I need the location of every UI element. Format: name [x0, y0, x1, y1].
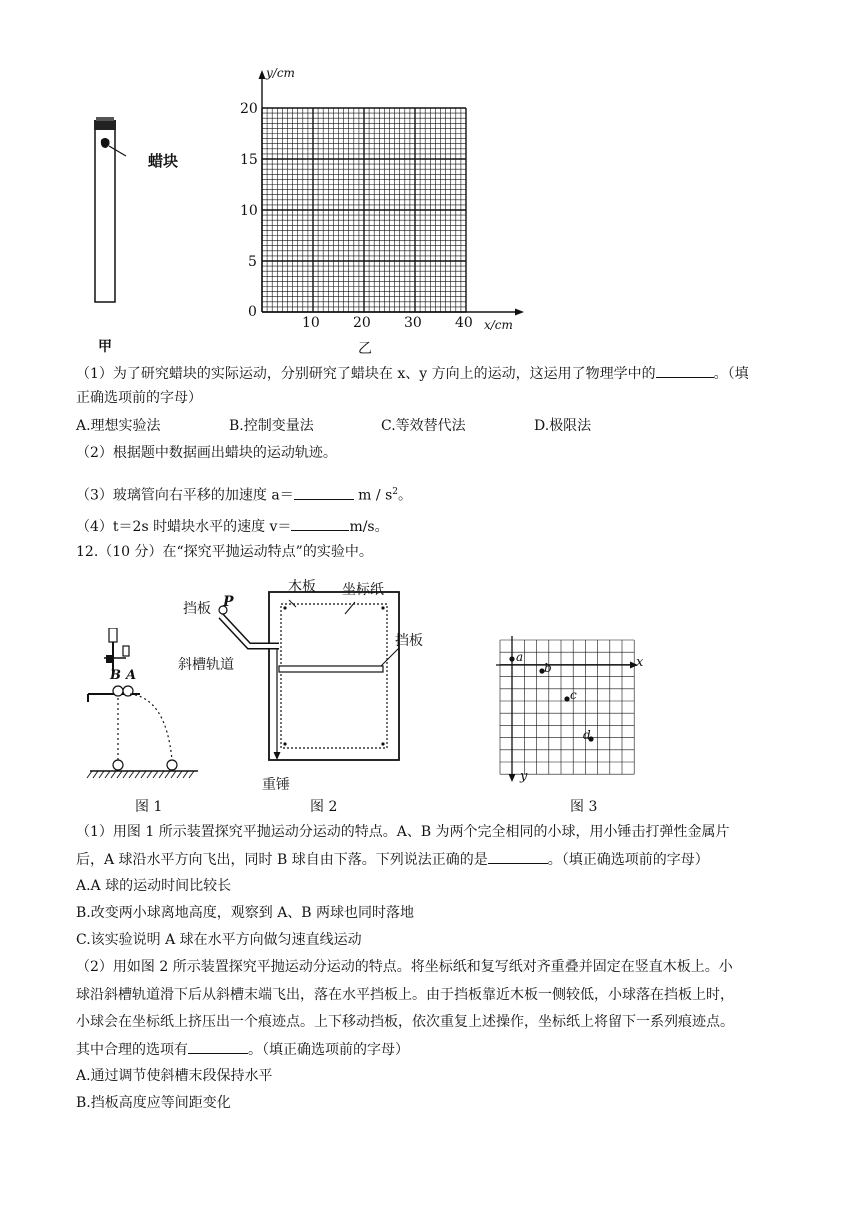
figure-3-grid — [490, 630, 650, 790]
figure-1-apparatus — [80, 628, 210, 788]
q11-option-b: B.控制变量法 — [229, 418, 314, 434]
q12-part2-line3: 小球会在坐标纸上挤压出一个痕迹点。上下移动挡板，依次重复上述操作，坐标纸上将留下一系列痕迹点。 — [76, 1014, 734, 1030]
y-tick-0: 0 — [248, 304, 257, 320]
figure-2-apparatus — [205, 578, 415, 788]
grid-lines — [262, 108, 466, 312]
right-baffle-label: 挡板 — [395, 633, 423, 649]
hatch-mark — [177, 771, 182, 778]
trace-point-c — [564, 696, 569, 701]
q12-part1-line2: 后，A 球沿水平方向飞出，同时 B 球自由下落。下列说法正确的是 。（填正确选项前的字母） — [76, 849, 709, 870]
q12-part1-line1: （1）用图 1 所示装置探究平抛运动分运动的特点。A、B 为两个完全相同的小球，用小锤击打弹性金属片 — [76, 824, 730, 840]
q11-option-d: D.极限法 — [534, 418, 592, 434]
figure-1-caption: 图 1 — [135, 799, 163, 815]
glass-tube-drawing — [80, 110, 210, 310]
y-tick-5: 5 — [248, 254, 257, 270]
horizontal-baffle — [279, 666, 383, 672]
q12-part2-line2: 球沿斜槽轨道滑下后从斜槽末端飞出，落在水平挡板上。由于挡板靠近木板一侧较低，小球落在挡板上时， — [76, 987, 734, 1003]
q11-part4-blank[interactable] — [291, 516, 349, 531]
coordinate-grid — [230, 66, 530, 336]
ball-a-label: A — [126, 668, 137, 683]
q12-part2-line1: （2）用如图 2 所示装置探究平抛运动分运动的特点。将坐标纸和复写纸对齐重叠并固定在竖直木板上。小 — [76, 959, 733, 975]
y-tick-15: 15 — [240, 152, 258, 168]
y-tick-10: 10 — [240, 203, 258, 219]
pin-tl — [283, 606, 286, 609]
figure-yi-caption: 乙 — [358, 341, 372, 357]
glass-tube — [95, 128, 115, 302]
trace-point-a — [509, 656, 514, 661]
figure-2-caption: 图 2 — [310, 799, 338, 815]
hatch-mark — [147, 771, 152, 778]
p-label: P — [223, 594, 234, 610]
x-axis-label: x — [636, 655, 644, 670]
q12-part1-option-b: B.改变两小球离地高度，观察到 A、B 两球也同时落地 — [76, 905, 415, 921]
ball-b — [113, 686, 123, 696]
top-baffle-label: 挡板 — [183, 601, 211, 617]
hatch-mark — [171, 771, 176, 778]
hatch-mark — [93, 771, 98, 778]
figure-jia-caption: 甲 — [98, 339, 112, 355]
track-label: 斜槽轨道 — [178, 657, 234, 673]
point-a-label: a — [516, 650, 524, 664]
hatch-mark — [105, 771, 110, 778]
y-axis-arrow — [509, 774, 516, 782]
point-d-label: d — [583, 728, 591, 742]
weight-label: 重锤 — [262, 777, 290, 793]
ball-a-landed — [167, 760, 177, 770]
q11-option-c: C.等效替代法 — [381, 418, 466, 434]
pin-tr — [381, 606, 384, 609]
hatch-mark — [117, 771, 122, 778]
y-axis-label: y/cm — [266, 66, 295, 80]
q12-part2-option-a: A.通过调节使斜槽末段保持水平 — [76, 1068, 273, 1084]
x-tick-10: 10 — [302, 315, 320, 331]
x-axis-arrow — [515, 309, 524, 316]
hatch-mark — [111, 771, 116, 778]
x-axis-label: x/cm — [484, 318, 513, 332]
q11-part1-line2: 正确选项前的字母） — [76, 390, 202, 406]
hatch-mark — [165, 771, 170, 778]
hatch-mark — [141, 771, 146, 778]
point-c-label: c — [570, 688, 577, 702]
q11-option-a: A.理想实验法 — [76, 418, 161, 434]
pin-br — [381, 742, 384, 745]
point-b-label: b — [544, 661, 552, 675]
board-label: 木板 — [288, 579, 316, 595]
q12-part1-option-a: A.A 球的运动时间比较长 — [76, 878, 232, 894]
clamp — [106, 655, 112, 663]
q12-part2-option-b: B.挡板高度应等间距变化 — [76, 1095, 231, 1111]
hatch-mark — [99, 771, 104, 778]
hatch-mark — [159, 771, 164, 778]
pin-bl — [283, 742, 286, 745]
q11-part3: （3）玻璃管向右平移的加速度 $a= m / s^2$。 — [76, 482, 412, 506]
tube-stopper — [94, 120, 116, 130]
wax-block-label: 蜡块 — [148, 152, 179, 170]
hatch-mark — [123, 771, 128, 778]
q12-header: 12.（10 分）在“探究平抛运动特点”的实验中。 — [76, 544, 373, 560]
paper-label: 坐标纸 — [342, 582, 384, 598]
q12-part1-blank[interactable] — [488, 849, 548, 864]
q11-part1-blank[interactable] — [656, 363, 714, 378]
q12-part1-option-c: C.该实验说明 A 球在水平方向做匀速直线运动 — [76, 932, 362, 948]
y-axis-arrow — [259, 70, 266, 79]
wood-board — [269, 592, 399, 760]
q12-part2-line4: 其中合理的选项有 。（填正确选项前的字母） — [76, 1039, 409, 1060]
hammer-head — [109, 628, 117, 642]
hatch-mark — [183, 771, 188, 778]
y-tick-20: 20 — [240, 101, 258, 117]
q11-part4: （4）t＝2s 时蜡块水平的速度 v＝ m/s。 — [76, 516, 389, 537]
hatch-mark — [153, 771, 158, 778]
q12-part2-blank[interactable] — [188, 1039, 248, 1054]
hatch-mark — [135, 771, 140, 778]
hatch-mark — [129, 771, 134, 778]
ball-b-label: B — [110, 668, 121, 683]
figure-3-caption: 图 3 — [570, 799, 598, 815]
hatch-mark — [87, 771, 92, 778]
q11-part3-blank[interactable] — [294, 485, 354, 500]
x-tick-30: 30 — [404, 315, 422, 331]
x-tick-20: 20 — [353, 315, 371, 331]
x-tick-40: 40 — [455, 315, 473, 331]
hatch-mark — [189, 771, 194, 778]
tube-stopper-top — [96, 117, 114, 121]
projectile-path — [130, 694, 172, 760]
ground-hatch — [87, 771, 194, 778]
y-axis-label: y — [520, 769, 528, 784]
q11-part1-line1: （1）为了研究蜡块的实际运动，分别研究了蜡块在 x、y 方向上的运动，这运用了物理学中的 。（填 — [76, 363, 749, 384]
q11-part2: （2）根据题中数据画出蜡块的运动轨迹。 — [76, 445, 337, 461]
ball-b-landed — [113, 760, 123, 770]
spring-piece — [123, 646, 129, 656]
